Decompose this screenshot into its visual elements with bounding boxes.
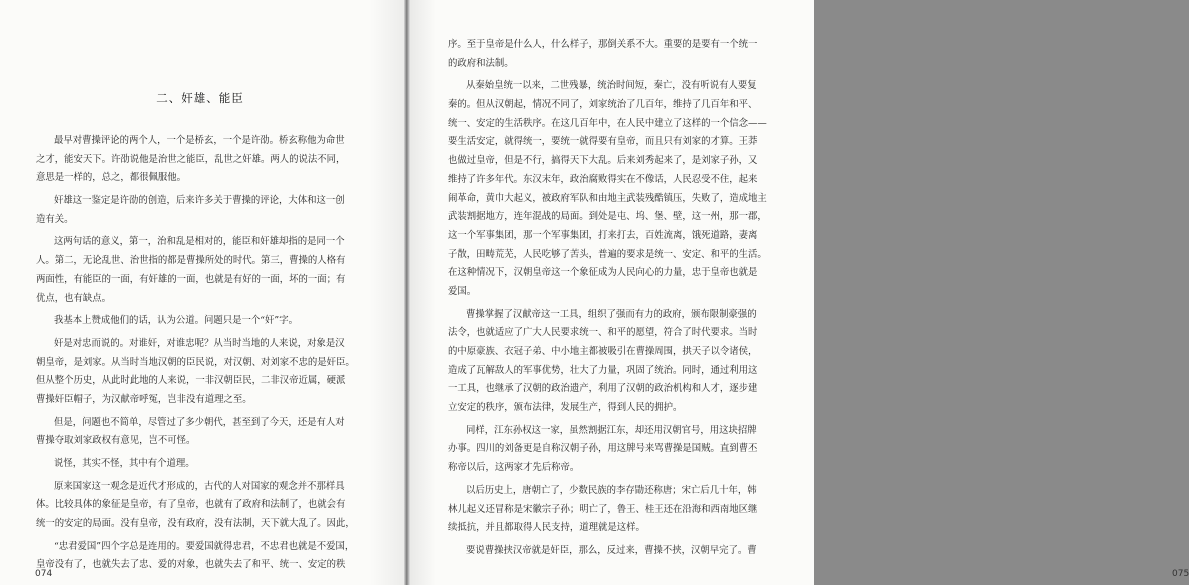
text-line: 续抵抗，并且都取得人民支持，道理就是这样。 [448,522,645,534]
text-line: 最早对曹操评论的两个人，一个是桥玄，一个是许劭。桥玄称他为命世 [54,135,345,146]
text-line: 称帝以后，这两家才先后称帝。 [448,462,580,474]
left-page [0,0,404,585]
text-line: 这一个军事集团，那一个军事集团，打来打去，百姓流离，饿死道路，妻离 [448,229,758,241]
text-line: “忠君爱国”四个字总是连用的。要爱国就得忠君，不忠君也就是不爱国， [54,540,355,552]
page-number-left: 074 [35,569,53,579]
text-line: 从秦始皇统一以来，二世残暴，统治时间短，秦亡，没有听说有人要复 [466,80,757,92]
text-line: 立安定的秩序，颁布法律，发展生产，得到人民的拥护。 [448,402,683,414]
page-number-right: 075 [1172,569,1189,579]
text-line: 武装割据地方，连年混战的局面。到处是屯、坞、堡、壁，这一州，那一郡， [448,211,767,223]
text-line: 之才，能安天下。许劭说他是治世之能臣，乱世之奸雄。两人的说法不同， [36,153,346,165]
text-line: 朝皇帝，是刘家。从当时当地汉朝的臣民说，对汉朝、对刘家不忠的是奸臣。 [36,356,355,368]
text-line: 同样，江东孙权这一家，虽然割据江东，却还用汉朝官号，用这块招牌 [466,424,757,436]
text-line: 但从整个历史，从此时此地的人来说，一非汉朝臣民，二非汉帝近属，硬派 [36,375,346,387]
text-line: 一工具，也继承了汉朝的政治遗产，利用了汉朝的政治机构和人才，逐步建 [448,383,758,395]
left-page-shadow [370,0,404,585]
text-line: 维持了许多年代。东汉末年，政治腐败得实在不像话，人民忍受不住，起来 [448,173,758,185]
text-line: 两面性，有能臣的一面，有奸雄的一面，也就是有好的一面，坏的一面；有 [36,273,346,285]
text-line: 子散，田畴荒芜，人民吃够了苦头，普遍的要求是统一、安定、和平的生活。 [448,248,767,260]
text-line: 人。第二，无论乱世、治世指的都是曹操所处的时代。第三，曹操的人格有 [36,255,346,267]
text-line: 皇帝没有了，也就失去了忠、爱的对象，也就失去了和平、统一、安定的秩 [36,559,346,571]
text-line: 秦的。但从汉朝起，情况不同了，刘家统治了几百年，维持了几百年和平、 [448,99,758,111]
text-line: 统一的安定的局面。没有皇帝，没有政府，没有法制，天下就大乱了。因此， [36,518,355,530]
text-line: 在这种情况下，汉朝皇帝这一个象征成为人民向心的力量，忠于皇帝也就是 [448,267,758,279]
text-line: 造有关。 [36,213,74,225]
text-line: 曹操奸臣帽子，为汉献帝呼冤，岂非没有道理之至。 [36,393,252,405]
text-line: 闹革命，黄巾大起义，被政府军队和由地主武装残酷镇压，失败了，造成地主 [448,192,767,204]
text-line: 原来国家这一观念是近代才形成的，古代的人对国家的观念并不那样具 [54,480,345,492]
text-line: 林儿起义还冒称是宋徽宗子孙；明亡了，鲁王、桂王还在沿海和西南地区继 [448,503,758,515]
right-page-text [448,36,780,561]
text-line: 统一、安定的生活秩序。在这几百年中，在人民中建立了这样的一个信念—— [448,117,767,129]
text-line: 我基本上赞成他们的话，认为公道。问题只是一个“奸”字。 [54,315,298,327]
text-line: 曹操掌握了汉献帝这一工具，组织了强而有力的政府，颁布限制豪强的 [466,308,757,320]
text-line: 奸雄这一鉴定是许劭的创造，后来许多关于曹操的评论，大体和这一创 [54,195,345,207]
text-line: 要生活安定，就得统一，要统一就得要有皇帝，而且只有刘家的才算。王莽 [448,136,758,148]
text-line: 优点，也有缺点。 [36,292,112,304]
text-line: 但是，问题也不简单，尽管过了多少朝代，甚至到了今天，还是有人对 [54,416,345,428]
text-line: 造成了瓦解敌人的军事优势，壮大了力量，巩固了统治。同时，通过利用这 [448,364,758,376]
text-line: 体。比较具体的象征是皇帝，有了皇帝，也就有了政府和法制了，也就会有 [36,499,346,511]
text-line: 法令，也就适应了广大人民要求统一、和平的愿望，符合了时代要求。当时 [448,327,758,339]
text-line: 的中原豪族、衣冠子弟、中小地主都被吸引在曹操周围，拱天子以令诸侯， [448,346,758,357]
text-line: 曹操夺取刘家政权有意见，岂不可怪。 [36,435,196,447]
text-line: 也做过皇帝，但是不行，搞得天下大乱。后来刘秀起来了，是刘家子孙，又 [448,155,758,167]
text-line: 这两句话的意义，第一，治和乱是相对的，能臣和奸雄却指的是同一个 [54,236,345,248]
text-line: 序。至于皇帝是什么人，什么样子，那倒关系不大。重要的是要有一个统一 [448,39,758,50]
text-line: 奸是对忠而说的。对谁奸，对谁忠呢？从当时当地的人来说，对象是汉 [54,337,345,349]
section-heading: 二、奸雄、能臣 [156,91,244,105]
text-line: 爱国。 [448,285,477,297]
text-line: 的政府和法制。 [448,57,514,69]
right-page-shadow [410,0,436,585]
text-line: 以后历史上，唐朝亡了，少数民族的李存勖还称唐；宋亡后几十年，韩 [466,484,757,496]
left-page-text [36,132,368,575]
text-line: 要说曹操挟汉帝就是奸臣，那么，反过来，曹操不挟，汉朝早完了。曹 [466,544,757,556]
text-line: 说怪，其实不怪，其中有个道理。 [54,458,195,469]
text-line: 意思是一样的，总之，都很佩服他。 [36,172,187,184]
text-line: 办事。四川的刘备更是自称汉朝子孙，用这牌号来骂曹操是国贼。直到曹丕 [448,443,758,455]
